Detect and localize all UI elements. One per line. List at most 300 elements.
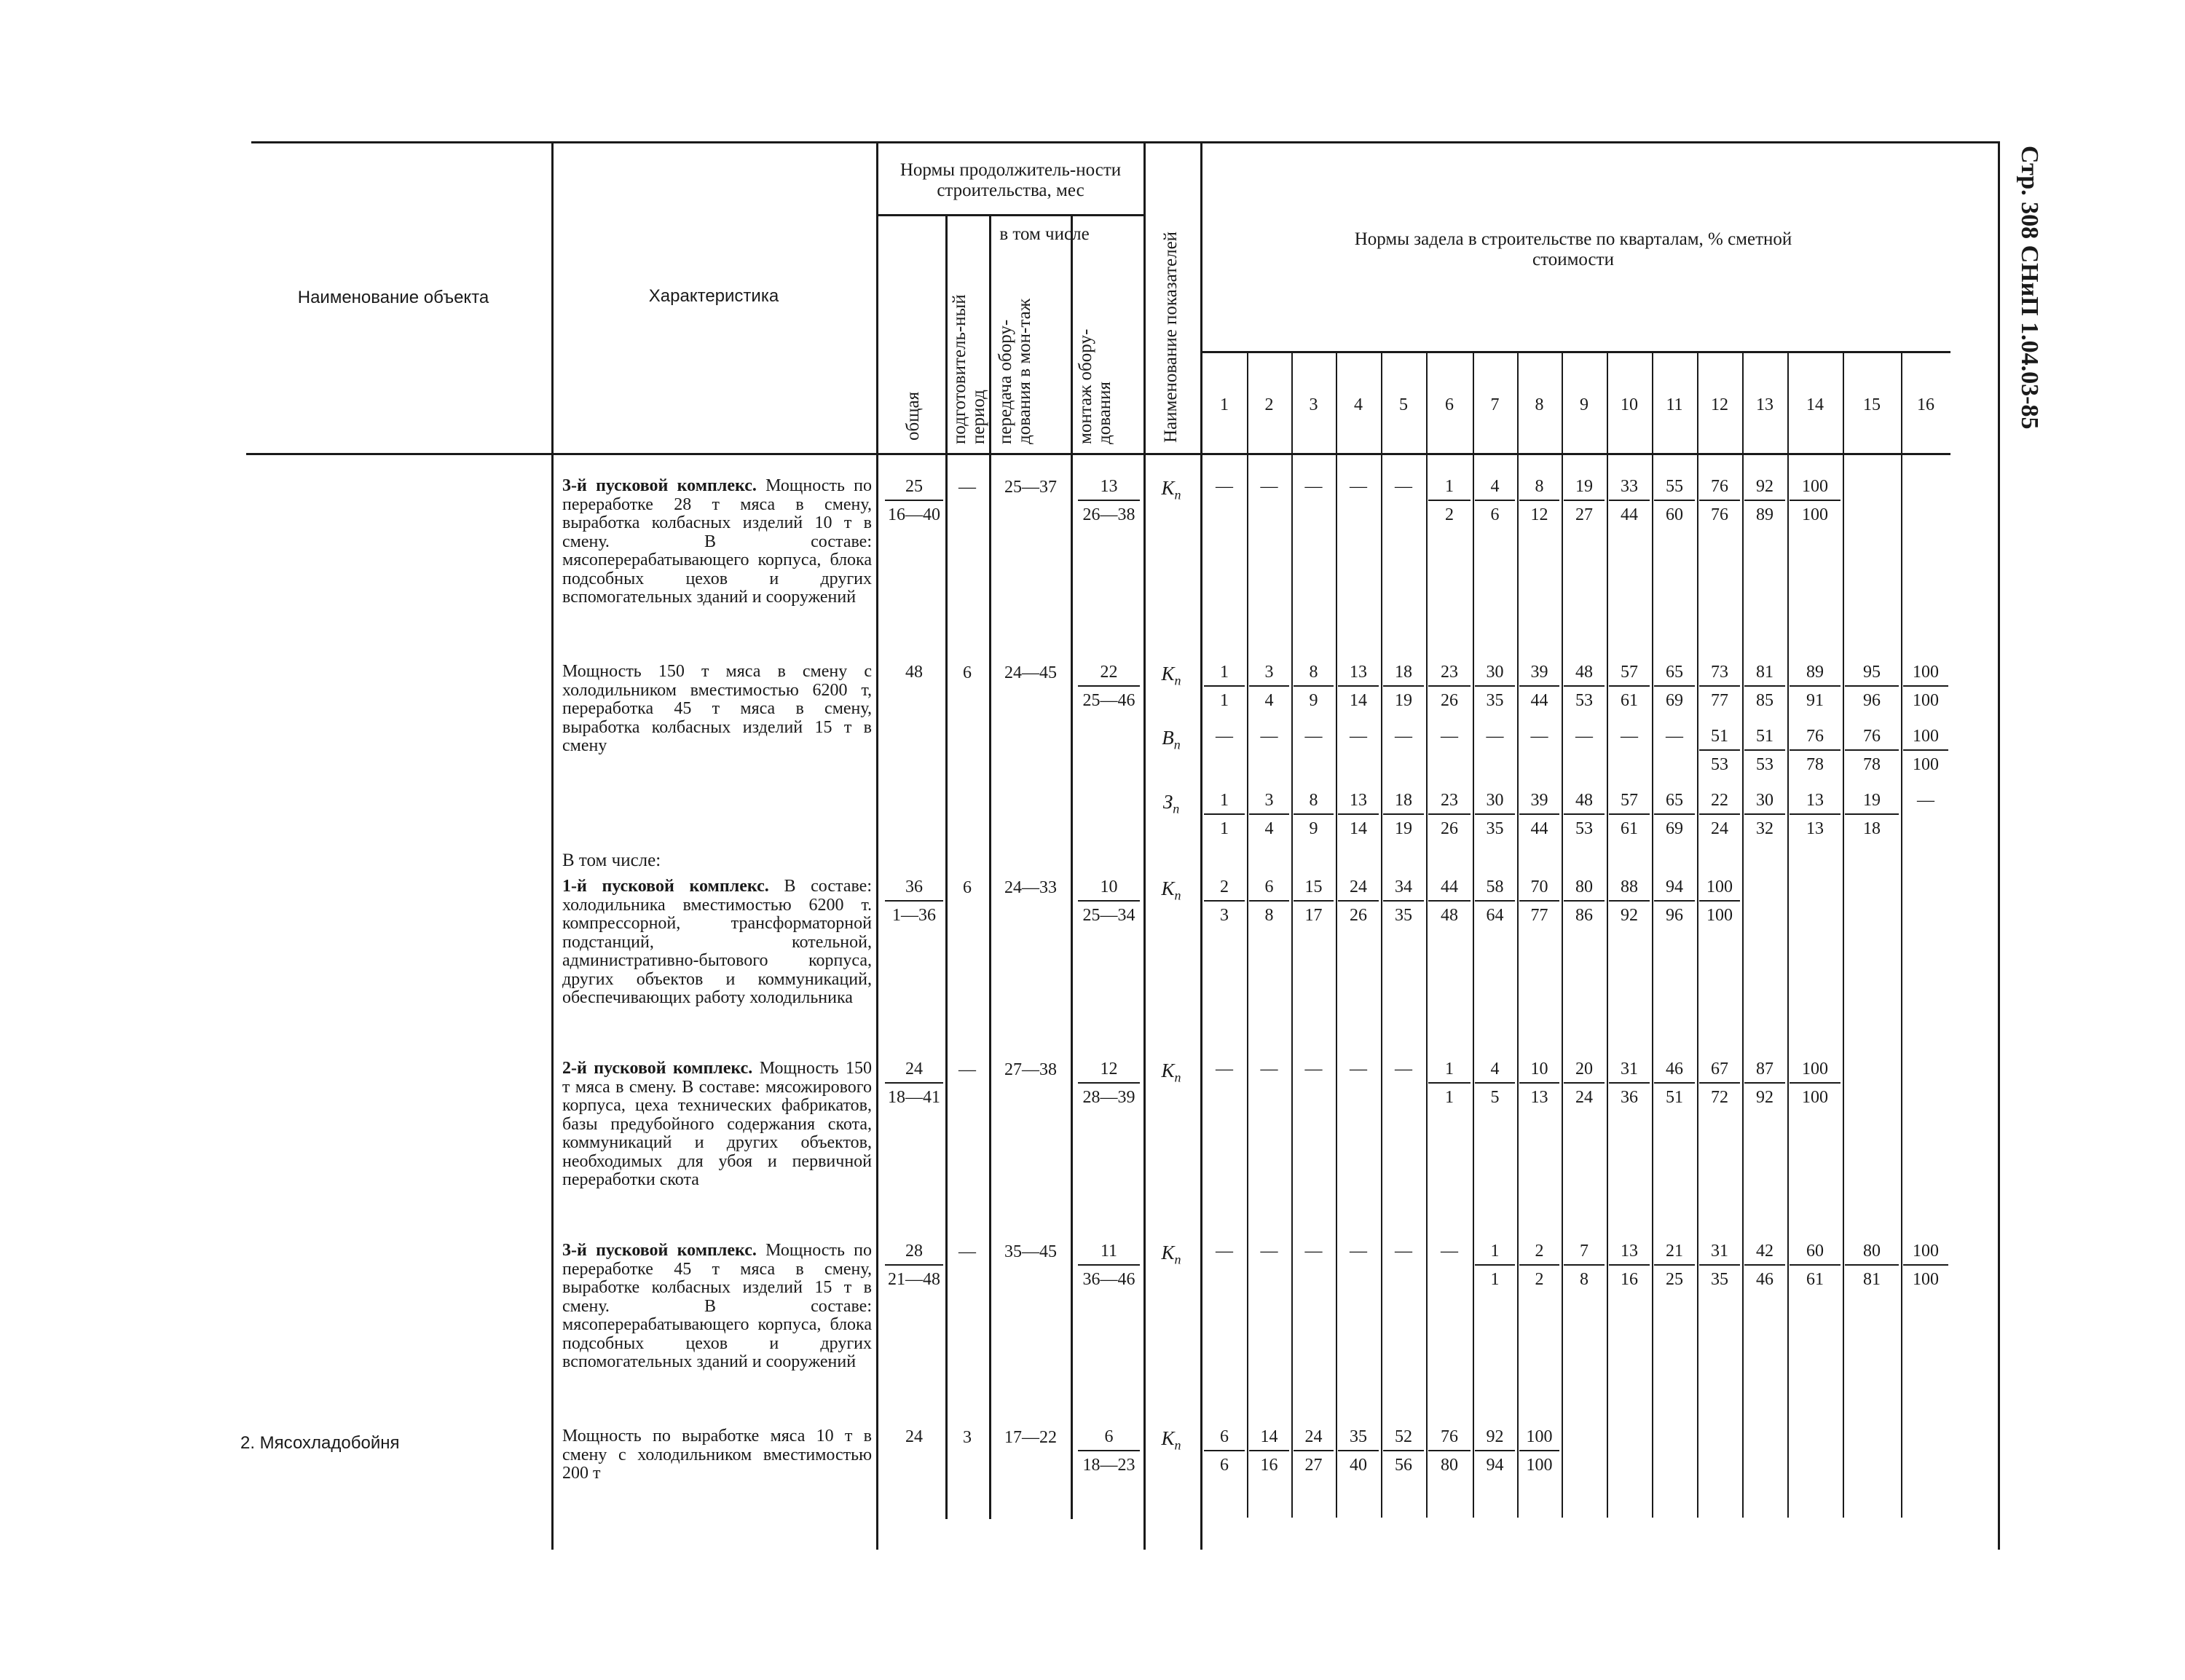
quarter-number: 2 bbox=[1264, 395, 1274, 414]
frac-top: 8 bbox=[1519, 477, 1559, 501]
frac-bottom: 16 bbox=[1260, 1456, 1278, 1475]
row-text: Мощность по выработке мяса 10 т в смену с холодильником вместимостью 200 т bbox=[562, 1427, 872, 1483]
header-total: общая bbox=[903, 391, 923, 441]
frac-top: — bbox=[1304, 727, 1323, 746]
frac-top: 88 bbox=[1609, 878, 1650, 902]
row-text: Мощность по переработке 45 т мяса в смену, выработке колбасных изделий 15 т в смену. В составе: мясоперерабатывающего корпуса, блока подсобных цехов и других вспомогательных зданий и сооружений bbox=[562, 1241, 872, 1371]
frac-top: — bbox=[1395, 477, 1412, 496]
frac-top: 22 bbox=[1699, 791, 1740, 815]
indicator-subscript: п bbox=[1174, 1438, 1181, 1453]
frac-bottom: 35 bbox=[1395, 906, 1412, 925]
backlog-value bbox=[1475, 791, 1515, 839]
frac-bottom: 13 bbox=[1530, 1088, 1548, 1107]
col-rule-6 bbox=[1143, 141, 1146, 1550]
frac-top: 23 bbox=[1428, 791, 1471, 815]
frac-bottom: 3 bbox=[1220, 906, 1229, 925]
frac-bottom: 12 bbox=[1530, 505, 1548, 524]
frac-top: 100 bbox=[1699, 878, 1740, 902]
frac-top: — bbox=[1530, 727, 1548, 746]
equipment-install bbox=[1078, 663, 1140, 711]
quarter-number: 13 bbox=[1756, 395, 1773, 414]
frac-top: 81 bbox=[1744, 663, 1785, 687]
frac-top: — bbox=[1216, 1242, 1233, 1261]
frac-bottom: 1 bbox=[1490, 1270, 1500, 1289]
quarter-number: 16 bbox=[1917, 395, 1934, 414]
frac-top: — bbox=[1917, 791, 1934, 810]
quarter-rule bbox=[1381, 352, 1382, 1518]
backlog-value bbox=[1790, 477, 1840, 525]
backlog-value bbox=[1204, 477, 1245, 500]
preparatory-period: 3 bbox=[963, 1428, 972, 1447]
backlog-value bbox=[1609, 1242, 1650, 1290]
quarter-rule bbox=[1652, 352, 1653, 1518]
quarter-rule bbox=[1473, 352, 1474, 1518]
frac-bottom: 44 bbox=[1530, 819, 1548, 838]
frac-bottom: 100 bbox=[1913, 691, 1939, 710]
backlog-value bbox=[1564, 663, 1605, 711]
frac-top: — bbox=[1350, 1242, 1367, 1261]
frac-top: 10 bbox=[1519, 1060, 1559, 1084]
indicator-subscript: п bbox=[1174, 487, 1181, 502]
frac-bottom: 100 bbox=[1913, 755, 1939, 774]
backlog-value bbox=[1564, 1242, 1605, 1290]
quarter-number: 15 bbox=[1863, 395, 1881, 414]
frac-bottom: 100 bbox=[1802, 1088, 1828, 1107]
total-duration bbox=[885, 477, 943, 525]
frac-top: 58 bbox=[1475, 878, 1515, 902]
frac-bottom: 100 bbox=[1706, 906, 1733, 925]
header-including: в том числе bbox=[999, 224, 1090, 244]
row-description bbox=[562, 477, 872, 607]
preparatory-period: — bbox=[958, 1242, 976, 1261]
indicator-subscript: п bbox=[1173, 801, 1180, 816]
header-object-name: Наименование объекта bbox=[297, 288, 489, 307]
backlog-value bbox=[1338, 1427, 1379, 1475]
indicator-name bbox=[1146, 727, 1197, 752]
frac-top: 100 bbox=[1903, 663, 1948, 687]
frac-bottom: 18—41 bbox=[888, 1088, 940, 1107]
col-rule-3 bbox=[945, 216, 948, 1519]
frac-bottom: 72 bbox=[1711, 1088, 1728, 1107]
frac-top: — bbox=[1216, 1060, 1233, 1078]
frac-bottom: 26—38 bbox=[1082, 505, 1135, 524]
frac-top: 100 bbox=[1790, 1060, 1840, 1084]
backlog-value bbox=[1204, 1060, 1245, 1082]
backlog-value bbox=[1294, 1427, 1334, 1475]
backlog-value bbox=[1519, 1427, 1559, 1475]
frac-top: 76 bbox=[1790, 727, 1840, 751]
col-rule-4 bbox=[989, 216, 991, 1519]
frac-top: 8 bbox=[1294, 663, 1334, 687]
frac-top: 4 bbox=[1475, 477, 1515, 501]
frac-bottom: 2 bbox=[1535, 1270, 1544, 1289]
indicator-name bbox=[1146, 1060, 1197, 1085]
header-bottom-rule bbox=[246, 453, 1950, 455]
quarter-number: 4 bbox=[1354, 395, 1363, 414]
frac-top: 36 bbox=[885, 878, 943, 902]
backlog-value bbox=[1383, 878, 1424, 926]
frac-top: 76 bbox=[1428, 1427, 1471, 1451]
frac-bottom: 96 bbox=[1863, 691, 1881, 710]
quarter-number: 11 bbox=[1666, 395, 1683, 414]
frac-top: 42 bbox=[1744, 1242, 1785, 1266]
frac-bottom: 1—36 bbox=[892, 906, 936, 925]
frac-top: 18 bbox=[1383, 663, 1424, 687]
total-duration bbox=[885, 878, 943, 926]
frac-top: — bbox=[1350, 727, 1367, 746]
row-text: Мощность по переработке 28 т мяса в смену, выработка колбасных изделий 10 т в смену. В составе: мясоперерабатывающего корпуса, блока подсобных цехов и других вспомогательных зданий и сооружений bbox=[562, 476, 872, 607]
frac-top: — bbox=[1260, 477, 1278, 496]
frac-top: 12 bbox=[1078, 1060, 1140, 1084]
frac-top: 7 bbox=[1564, 1242, 1605, 1266]
frac-bottom: 53 bbox=[1756, 755, 1773, 774]
frac-top: 46 bbox=[1654, 1060, 1695, 1084]
frac-top: 95 bbox=[1845, 663, 1899, 687]
backlog-value bbox=[1204, 791, 1245, 839]
backlog-value bbox=[1609, 727, 1650, 749]
frac-top: 51 bbox=[1699, 727, 1740, 751]
frac-top: 1 bbox=[1204, 663, 1245, 687]
quarter-number: 10 bbox=[1621, 395, 1638, 414]
frac-top: — bbox=[1575, 727, 1593, 746]
frac-bottom: 94 bbox=[1486, 1456, 1504, 1475]
frac-bottom: 18 bbox=[1863, 819, 1881, 838]
frac-top: 100 bbox=[1903, 727, 1948, 751]
page-right-rule bbox=[1998, 141, 2000, 1550]
backlog-value bbox=[1383, 477, 1424, 500]
frac-bottom: 18—23 bbox=[1082, 1456, 1135, 1475]
backlog-value bbox=[1790, 1242, 1840, 1290]
backlog-value bbox=[1699, 1242, 1740, 1290]
frac-top: 89 bbox=[1790, 663, 1840, 687]
backlog-value bbox=[1609, 878, 1650, 926]
frac-top: — bbox=[1350, 477, 1367, 496]
frac-bottom: 36—46 bbox=[1082, 1270, 1135, 1289]
backlog-value bbox=[1845, 727, 1899, 775]
backlog-value bbox=[1699, 878, 1740, 926]
backlog-value bbox=[1249, 1427, 1289, 1475]
backlog-value bbox=[1249, 1242, 1289, 1264]
backlog-value bbox=[1204, 1242, 1245, 1264]
quarter-rule bbox=[1426, 352, 1428, 1518]
frac-top: 31 bbox=[1699, 1242, 1740, 1266]
frac-top: — bbox=[1304, 1242, 1323, 1261]
total-duration bbox=[885, 663, 943, 685]
frac-bottom: 1 bbox=[1220, 819, 1229, 838]
backlog-value bbox=[1249, 878, 1289, 926]
frac-top: — bbox=[1395, 1242, 1412, 1261]
preparatory-period: — bbox=[958, 1060, 976, 1079]
preparatory-period: 6 bbox=[963, 663, 972, 682]
frac-top: — bbox=[1395, 727, 1412, 746]
frac-top: 22 bbox=[1078, 663, 1140, 687]
row-title: 3-й пусковой комплекс. bbox=[562, 1241, 766, 1260]
col-rule-7 bbox=[1200, 141, 1202, 1550]
frac-bottom: 1 bbox=[1220, 691, 1229, 710]
backlog-value bbox=[1294, 727, 1334, 749]
frac-top: 92 bbox=[1475, 1427, 1515, 1451]
frac-top: 13 bbox=[1338, 791, 1379, 815]
frac-bottom: 8 bbox=[1264, 906, 1274, 925]
equipment-install bbox=[1078, 1060, 1140, 1108]
frac-top: — bbox=[1216, 727, 1233, 746]
backlog-value bbox=[1609, 663, 1650, 711]
frac-bottom: 28—39 bbox=[1082, 1088, 1135, 1107]
backlog-value bbox=[1475, 477, 1515, 525]
backlog-value bbox=[1564, 477, 1605, 525]
backlog-value bbox=[1338, 791, 1379, 839]
frac-bottom: 25 bbox=[1666, 1270, 1683, 1289]
backlog-value bbox=[1699, 477, 1740, 525]
frac-bottom: 69 bbox=[1666, 819, 1683, 838]
frac-top: 48 bbox=[1564, 791, 1605, 815]
frac-bottom: 85 bbox=[1756, 691, 1773, 710]
equipment-transfer: 35—45 bbox=[1004, 1242, 1057, 1261]
backlog-value bbox=[1519, 663, 1559, 711]
frac-top: 24 bbox=[885, 1060, 943, 1084]
frac-bottom: 44 bbox=[1530, 691, 1548, 710]
frac-top: 33 bbox=[1609, 477, 1650, 501]
frac-bottom: 77 bbox=[1530, 906, 1548, 925]
indicator-subscript: п bbox=[1174, 1070, 1181, 1085]
indicator-name bbox=[1146, 1427, 1197, 1453]
frac-top: 14 bbox=[1249, 1427, 1289, 1451]
backlog-value bbox=[1204, 1427, 1245, 1475]
frac-top: — bbox=[1260, 1060, 1278, 1078]
backlog-value bbox=[1744, 791, 1785, 839]
equipment-transfer: 24—33 bbox=[1004, 878, 1057, 897]
backlog-value bbox=[1338, 1060, 1379, 1082]
backlog-value bbox=[1204, 727, 1245, 749]
frac-top: 11 bbox=[1078, 1242, 1140, 1266]
backlog-value bbox=[1475, 1427, 1515, 1475]
indicator-letter: К bbox=[1161, 477, 1175, 499]
frac-bottom: 26 bbox=[1441, 691, 1458, 710]
col-rule-5 bbox=[1071, 216, 1073, 1519]
frac-top: 52 bbox=[1383, 1427, 1424, 1451]
backlog-value bbox=[1519, 791, 1559, 839]
indicator-letter: З bbox=[1162, 791, 1173, 813]
backlog-value bbox=[1383, 1060, 1424, 1082]
frac-top: — bbox=[1304, 1060, 1323, 1078]
backlog-value bbox=[1744, 1060, 1785, 1108]
frac-bottom: 100 bbox=[1526, 1456, 1553, 1475]
frac-top: 1 bbox=[1475, 1242, 1515, 1266]
frac-top: 25 bbox=[885, 477, 943, 501]
backlog-value bbox=[1564, 791, 1605, 839]
backlog-value bbox=[1338, 727, 1379, 749]
backlog-value bbox=[1475, 878, 1515, 926]
backlog-value bbox=[1383, 791, 1424, 839]
backlog-value bbox=[1903, 791, 1948, 813]
frac-top: — bbox=[1350, 1060, 1367, 1078]
backlog-value bbox=[1428, 1242, 1471, 1264]
backlog-value bbox=[1699, 663, 1740, 711]
frac-top: 24 bbox=[1294, 1427, 1334, 1451]
backlog-value bbox=[1249, 791, 1289, 839]
frac-top: 18 bbox=[1383, 791, 1424, 815]
header-preparatory: подготовитель-ный период bbox=[950, 294, 988, 444]
backlog-value bbox=[1475, 727, 1515, 749]
frac-top: — bbox=[1395, 1060, 1412, 1078]
row-title: 2-й пусковой комплекс. bbox=[562, 1059, 760, 1078]
backlog-value bbox=[1744, 663, 1785, 711]
frac-top: 44 bbox=[1428, 878, 1471, 902]
header-indicator-name: Наименование показателей bbox=[1161, 231, 1181, 443]
backlog-value bbox=[1609, 1060, 1650, 1108]
frac-top: 30 bbox=[1475, 791, 1515, 815]
frac-bottom: 26 bbox=[1441, 819, 1458, 838]
frac-top: 35 bbox=[1338, 1427, 1379, 1451]
section-label: В том числе: bbox=[562, 851, 661, 870]
quarter-number: 1 bbox=[1220, 395, 1229, 414]
frac-top: — bbox=[1260, 1242, 1278, 1261]
equipment-install bbox=[1078, 1427, 1140, 1475]
frac-top: 6 bbox=[1204, 1427, 1245, 1451]
frac-bottom: 35 bbox=[1486, 819, 1504, 838]
page-header: Стр. 308 СНиП 1.04.03-85 bbox=[2016, 146, 2043, 430]
duration-subrule bbox=[878, 214, 1143, 216]
frac-top: 10 bbox=[1078, 878, 1140, 902]
quarter-number: 3 bbox=[1309, 395, 1318, 414]
frac-top: 92 bbox=[1744, 477, 1785, 501]
backlog-value bbox=[1428, 477, 1471, 525]
frac-bottom: 19 bbox=[1395, 691, 1412, 710]
backlog-value bbox=[1609, 791, 1650, 839]
frac-bottom: 92 bbox=[1621, 906, 1638, 925]
backlog-value bbox=[1654, 1060, 1695, 1108]
quarter-rule bbox=[1901, 352, 1902, 1518]
equipment-transfer: 24—45 bbox=[1004, 663, 1057, 682]
object-name-2: 2. Мясохладобойня bbox=[240, 1433, 400, 1453]
backlog-value bbox=[1428, 791, 1471, 839]
backlog-value bbox=[1564, 727, 1605, 749]
frac-top: 6 bbox=[1249, 878, 1289, 902]
frac-top: — bbox=[1260, 727, 1278, 746]
backlog-value bbox=[1249, 1060, 1289, 1082]
quarter-rule bbox=[1607, 352, 1608, 1518]
frac-bottom: 78 bbox=[1806, 755, 1824, 774]
backlog-value bbox=[1609, 477, 1650, 525]
backlog-value bbox=[1338, 1242, 1379, 1264]
frac-top: 13 bbox=[1338, 663, 1379, 687]
row-title: 1-й пусковой комплекс. bbox=[562, 877, 784, 896]
quarter-number: 8 bbox=[1535, 395, 1544, 414]
frac-bottom: 6 bbox=[1490, 505, 1500, 524]
backlog-value bbox=[1903, 663, 1948, 711]
header-characteristic: Характеристика bbox=[648, 286, 779, 306]
backlog-value bbox=[1428, 727, 1471, 749]
backlog-value bbox=[1475, 663, 1515, 711]
row-description bbox=[562, 1242, 872, 1372]
col-rule-1 bbox=[551, 141, 554, 1550]
frac-bottom: 8 bbox=[1580, 1270, 1588, 1289]
frac-bottom: 92 bbox=[1756, 1088, 1773, 1107]
backlog-value bbox=[1428, 1427, 1471, 1475]
frac-top: 21 bbox=[1654, 1242, 1695, 1266]
frac-top: 65 bbox=[1654, 791, 1695, 815]
frac-bottom: 35 bbox=[1486, 691, 1504, 710]
frac-bottom: 46 bbox=[1756, 1270, 1773, 1289]
frac-top: 19 bbox=[1564, 477, 1605, 501]
frac-top: 39 bbox=[1519, 791, 1559, 815]
frac-top: — bbox=[1621, 727, 1638, 746]
backlog-value bbox=[1903, 1242, 1948, 1290]
frac-bottom: 69 bbox=[1666, 691, 1683, 710]
quarter-rule bbox=[1247, 352, 1248, 1518]
frac-top: 3 bbox=[1249, 663, 1289, 687]
frac-top: 80 bbox=[1845, 1242, 1899, 1266]
frac-top: 6 bbox=[1078, 1427, 1140, 1451]
backlog-value bbox=[1744, 727, 1785, 775]
preparatory-period: — bbox=[958, 478, 976, 497]
quarter-rule bbox=[1843, 352, 1844, 1518]
backlog-value bbox=[1790, 727, 1840, 775]
frac-bottom: 60 bbox=[1666, 505, 1683, 524]
frac-top: 76 bbox=[1699, 477, 1740, 501]
frac-bottom: 21—48 bbox=[888, 1270, 940, 1289]
total-duration bbox=[885, 1060, 943, 1108]
row-description bbox=[562, 663, 872, 756]
frac-bottom: 53 bbox=[1575, 691, 1593, 710]
frac-bottom: 4 bbox=[1264, 819, 1274, 838]
backlog-value bbox=[1790, 791, 1840, 839]
backlog-value bbox=[1654, 1242, 1695, 1290]
backlog-value bbox=[1204, 878, 1245, 926]
frac-top: 60 bbox=[1790, 1242, 1840, 1266]
frac-top: 100 bbox=[1903, 1242, 1948, 1266]
frac-bottom: 9 bbox=[1309, 819, 1318, 838]
frac-top: 57 bbox=[1609, 663, 1650, 687]
backlog-value bbox=[1294, 663, 1334, 711]
backlog-value bbox=[1428, 878, 1471, 926]
backlog-value bbox=[1294, 1060, 1334, 1082]
frac-bottom: 14 bbox=[1350, 819, 1367, 838]
indicator-letter: К bbox=[1161, 1427, 1175, 1449]
frac-top: 70 bbox=[1519, 878, 1559, 902]
backlog-value bbox=[1249, 477, 1289, 500]
frac-bottom: 26 bbox=[1350, 906, 1367, 925]
frac-bottom: 89 bbox=[1756, 505, 1773, 524]
frac-top: 80 bbox=[1564, 878, 1605, 902]
row-description bbox=[562, 878, 872, 1008]
equipment-install bbox=[1078, 878, 1140, 926]
backlog-value bbox=[1519, 1242, 1559, 1290]
quarter-rule bbox=[1291, 352, 1293, 1518]
frac-bottom: 96 bbox=[1666, 906, 1683, 925]
frac-bottom: 51 bbox=[1666, 1088, 1683, 1107]
frac-top: 13 bbox=[1790, 791, 1840, 815]
frac-top: 13 bbox=[1609, 1242, 1650, 1266]
frac-top: 1 bbox=[1428, 1060, 1471, 1084]
header-duration-norms: Нормы продолжитель-ности строительства, мес bbox=[899, 160, 1122, 200]
frac-top: 3 bbox=[1249, 791, 1289, 815]
indicator-letter: К bbox=[1161, 1060, 1175, 1081]
backlog-value bbox=[1744, 477, 1785, 525]
header-backlog-norms: Нормы задела в строительстве по кварталам, % сметной стоимости bbox=[1354, 229, 1792, 269]
frac-bottom: 16 bbox=[1621, 1270, 1638, 1289]
table-top-rule bbox=[251, 141, 1999, 143]
row-text: Мощность 150 т мяса в смену. В составе: мясожирового корпуса, цеха технических фабрикатов, базы предубойного содержания скота, коммуникаций и других объектов, необходимых для убоя и первичной переработки скота bbox=[562, 1059, 872, 1189]
frac-top: 31 bbox=[1609, 1060, 1650, 1084]
frac-bottom: 24 bbox=[1711, 819, 1728, 838]
frac-top: 100 bbox=[1519, 1427, 1559, 1451]
backlog-value bbox=[1564, 1060, 1605, 1108]
frac-top: 65 bbox=[1654, 663, 1695, 687]
quarters-subrule bbox=[1202, 351, 1950, 353]
backlog-value bbox=[1519, 878, 1559, 926]
indicator-name bbox=[1146, 878, 1197, 903]
